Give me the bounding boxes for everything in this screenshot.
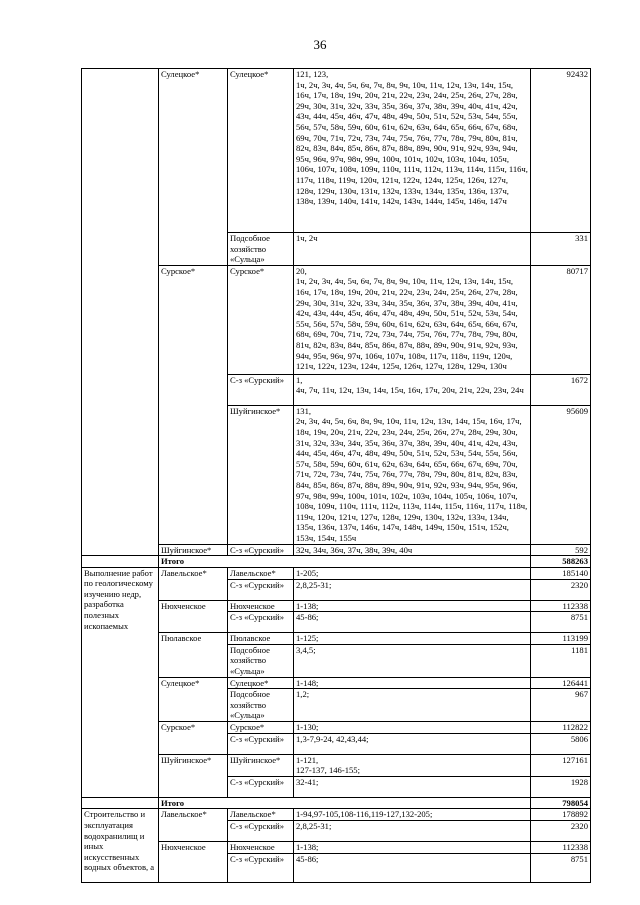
land-user-cell: С-з «Сурский»: [228, 544, 294, 556]
total-empty-cell: [82, 797, 159, 809]
plots-cell: 1-130;: [294, 722, 531, 734]
plots-cell: 1-121, 127-137, 146-155;: [294, 754, 531, 776]
area-cell: 92432: [531, 69, 591, 233]
area-cell: 592: [531, 544, 591, 556]
land-user-cell: Нюхченское: [228, 600, 294, 612]
page-number: 36: [313, 37, 327, 52]
municipality-cell: Сулецкое*: [159, 69, 228, 266]
area-cell: 185140: [531, 567, 591, 579]
total-label: Итого: [159, 556, 531, 568]
land-user-cell: Сурское*: [228, 265, 294, 374]
land-user-cell: С-з «Сурский»: [228, 579, 294, 600]
plots-cell: 32-41;: [294, 776, 531, 797]
land-user-cell: Шуйгинское*: [228, 405, 294, 544]
area-cell: 112338: [531, 600, 591, 612]
land-user-cell: Пюлавское: [228, 633, 294, 645]
total-empty-cell: [82, 556, 159, 568]
area-cell: 967: [531, 689, 591, 722]
municipality-cell: Сурское*: [159, 265, 228, 544]
table-row: [82, 69, 591, 233]
total-label: Итого: [159, 797, 531, 809]
plots-cell: 1-138;: [294, 842, 531, 854]
land-user-cell: Подсобное хозяйство «Сульца»: [228, 689, 294, 722]
land-user-cell: Лавельское*: [228, 809, 294, 821]
table-row: [82, 567, 591, 579]
area-cell: 1928: [531, 776, 591, 797]
plots-cell: 2,8,25-31;: [294, 579, 531, 600]
plots-cell: 1-205;: [294, 567, 531, 579]
table-row: [82, 722, 591, 734]
plots-cell: 1-125;: [294, 633, 531, 645]
table-row: [82, 842, 591, 854]
table-row: [82, 809, 591, 821]
area-cell: 2320: [531, 821, 591, 842]
plots-cell: 1,3-7,9-24, 42,43,44;: [294, 733, 531, 754]
area-cell: 112338: [531, 842, 591, 854]
land-user-cell: Сулецкое*: [228, 69, 294, 233]
area-cell: 80717: [531, 265, 591, 374]
municipality-cell: Лавельское*: [159, 809, 228, 842]
municipality-cell: Шуйгинское*: [159, 544, 228, 556]
land-user-cell: Подсобное хозяйство «Сульца»: [228, 233, 294, 266]
land-user-cell: С-з «Сурский»: [228, 612, 294, 633]
land-user-cell: Подсобное хозяйство «Сульца»: [228, 644, 294, 677]
purpose-cell: [82, 69, 159, 556]
area-cell: 112822: [531, 722, 591, 734]
plots-cell: 1, 4ч, 7ч, 11ч, 12ч, 13ч, 14ч, 15ч, 16ч, 17ч, 20ч, 21ч, 22ч, 23ч, 24ч: [294, 374, 531, 405]
area-cell: 95609: [531, 405, 591, 544]
plots-cell: 1,2;: [294, 689, 531, 722]
land-allocation-table: [81, 68, 591, 883]
purpose-cell: Выполнение работ по геологическому изучению недр, разработка полезных ископаемых: [82, 567, 159, 797]
area-cell: 126441: [531, 677, 591, 689]
plots-cell: 2,8,25-31;: [294, 821, 531, 842]
municipality-cell: Лавельское*: [159, 567, 228, 600]
total-area: 588263: [531, 556, 591, 568]
land-user-cell: С-з «Сурский»: [228, 821, 294, 842]
plots-cell: 45-86;: [294, 853, 531, 882]
plots-cell: 3,4,5;: [294, 644, 531, 677]
municipality-cell: Сурское*: [159, 722, 228, 755]
plots-cell: 121, 123, 1ч, 2ч, 3ч, 4ч, 5ч, 6ч, 7ч, 8ч, 9ч, 10ч, 11ч, 12ч, 13ч, 14ч, 15ч, 16ч, 17ч, 18ч, 19ч, 20ч, 21ч, 22ч, 23ч, 24ч, 25ч, 26ч, 27ч, 28ч, 29ч, 30ч, 31ч, 32ч, 33ч, 35ч, 36ч, 37ч, 38ч, 39ч, 40ч, 41ч, 42ч, 43ч, 44ч, 45ч, 46ч, 47ч, 48ч, 49ч, 50ч, 51ч, 52ч, 53ч, 54ч, 55ч, 56ч, 57ч, 58ч, 59ч, 60ч, 61ч, 62ч, 63ч, 64ч, 65ч, 66ч, 67ч, 68ч, 69ч, 70ч, 71ч, 72ч, 73ч, 74ч, 75ч, 76ч, 77ч, 78ч, 79ч, 80ч, 81ч, 82ч, 83ч, 84ч, 85ч, 86ч, 87ч, 88ч, 89ч, 90ч, 91ч, 92ч, 93ч, 94ч, 95ч, 96ч, 97ч, 98ч, 99ч, 100ч, 101ч, 102ч, 103ч, 104ч, 105ч, 106ч, 107ч, 108ч, 109ч, 110ч, 111ч, 112ч, 113ч, 114ч, 115ч, 116ч, 117ч, 118ч, 119ч, 120ч, 121ч, 122ч, 124ч, 125ч, 126ч, 127ч, 128ч, 129ч, 130ч, 131ч, 132ч, 133ч, 134ч, 135ч, 136ч, 137ч, 138ч, 139ч, 140ч, 141ч, 142ч, 143ч, 144ч, 145ч, 146ч, 147ч: [294, 69, 531, 233]
area-cell: 178892: [531, 809, 591, 821]
table-row: [82, 677, 591, 689]
table-row: [82, 544, 591, 556]
land-user-cell: Шуйгинское*: [228, 754, 294, 776]
plots-cell: 1-148;: [294, 677, 531, 689]
total-area: 798054: [531, 797, 591, 809]
table-row: [82, 754, 591, 776]
area-cell: 1672: [531, 374, 591, 405]
land-user-cell: С-з «Сурский»: [228, 853, 294, 882]
plots-cell: 1ч, 2ч: [294, 233, 531, 266]
table-row: [82, 633, 591, 645]
land-user-cell: Лавельское*: [228, 567, 294, 579]
table-row: [82, 600, 591, 612]
total-row: [82, 797, 591, 809]
area-cell: 1181: [531, 644, 591, 677]
plots-cell: 1-138;: [294, 600, 531, 612]
land-user-cell: Сурское*: [228, 722, 294, 734]
municipality-cell: Сулецкое*: [159, 677, 228, 721]
municipality-cell: Пюлавское: [159, 633, 228, 677]
area-cell: 127161: [531, 754, 591, 776]
area-cell: 8751: [531, 853, 591, 882]
plots-cell: 32ч, 34ч, 36ч, 37ч, 38ч, 39ч, 40ч: [294, 544, 531, 556]
area-cell: 113199: [531, 633, 591, 645]
municipality-cell: Нюхченское: [159, 600, 228, 633]
plots-cell: 20, 1ч, 2ч, 3ч, 4ч, 5ч, 6ч, 7ч, 8ч, 9ч, 10ч, 11ч, 12ч, 13ч, 14ч, 15ч, 16ч, 17ч, 18ч, 19ч, 20ч, 21ч, 22ч, 23ч, 24ч, 25ч, 26ч, 27ч, 28ч, 29ч, 30ч, 31ч, 32ч, 33ч, 34ч, 35ч, 36ч, 37ч, 38ч, 39ч, 40ч, 41ч, 42ч, 43ч, 44ч, 45ч, 46ч, 47ч, 48ч, 49ч, 50ч, 51ч, 52ч, 53ч, 54ч, 55ч, 56ч, 57ч, 58ч, 59ч, 60ч, 61ч, 62ч, 63ч, 64ч, 65ч, 66ч, 67ч, 68ч, 69ч, 70ч, 71ч, 72ч, 73ч, 74ч, 75ч, 76ч, 77ч, 78ч, 79ч, 80ч, 81ч, 82ч, 83ч, 84ч, 85ч, 86ч, 87ч, 88ч, 89ч, 90ч, 91ч, 92ч, 93ч, 94ч, 95ч, 96ч, 97ч, 106ч, 107ч, 108ч, 117ч, 118ч, 119ч, 120ч, 121ч, 122ч, 123ч, 124ч, 125ч, 126ч, 127ч, 128ч, 129ч, 130ч: [294, 265, 531, 374]
area-cell: 331: [531, 233, 591, 266]
land-user-cell: Сулецкое*: [228, 677, 294, 689]
total-row: [82, 556, 591, 568]
area-cell: 5806: [531, 733, 591, 754]
area-cell: 8751: [531, 612, 591, 633]
land-user-cell: С-з «Сурский»: [228, 733, 294, 754]
municipality-cell: Нюхченское: [159, 842, 228, 883]
table-row: [82, 265, 591, 374]
land-user-cell: С-з «Сурский»: [228, 374, 294, 405]
land-user-cell: С-з «Сурский»: [228, 776, 294, 797]
land-user-cell: Нюхченское: [228, 842, 294, 854]
plots-cell: 1-94,97-105,108-116,119-127,132-205;: [294, 809, 531, 821]
area-cell: 2320: [531, 579, 591, 600]
purpose-cell: Строительство и эксплуатация водохранилищ и иных искусственных водных объектов, а: [82, 809, 159, 882]
plots-cell: 45-86;: [294, 612, 531, 633]
plots-cell: 131, 2ч, 3ч, 4ч, 5ч, 6ч, 8ч, 9ч, 10ч, 11ч, 12ч, 13ч, 14ч, 15ч, 16ч, 17ч, 18ч, 19ч, 20ч, 21ч, 22ч, 23ч, 24ч, 25ч, 26ч, 27ч, 28ч, 29ч, 30ч, 31ч, 32ч, 33ч, 34ч, 35ч, 36ч, 37ч, 38ч, 39ч, 40ч, 41ч, 42ч, 43ч, 44ч, 45ч, 46ч, 47ч, 48ч, 49ч, 50ч, 51ч, 52ч, 53ч, 54ч, 55ч, 56ч, 57ч, 58ч, 59ч, 60ч, 61ч, 62ч, 63ч, 64ч, 65ч, 66ч, 67ч, 69ч, 70ч, 71ч, 72ч, 73ч, 74ч, 75ч, 76ч, 77ч, 78ч, 79ч, 80ч, 81ч, 82ч, 83ч, 84ч, 85ч, 86ч, 87ч, 88ч, 89ч, 90ч, 91ч, 92ч, 93ч, 94ч, 95ч, 96ч, 97ч, 98ч, 99ч, 100ч, 101ч, 102ч, 103ч, 104ч, 105ч, 106ч, 107ч, 108ч, 109ч, 110ч, 111ч, 112ч, 113ч, 114ч, 115ч, 116ч, 117ч, 118ч, 119ч, 120ч, 121ч, 127ч, 128ч, 129ч, 130ч, 132ч, 133ч, 134ч, 135ч, 136ч, 137ч, 146ч, 147ч, 148ч, 149ч, 150ч, 151ч, 152ч, 153ч, 154ч, 155ч: [294, 405, 531, 544]
municipality-cell: Шуйгинское*: [159, 754, 228, 797]
